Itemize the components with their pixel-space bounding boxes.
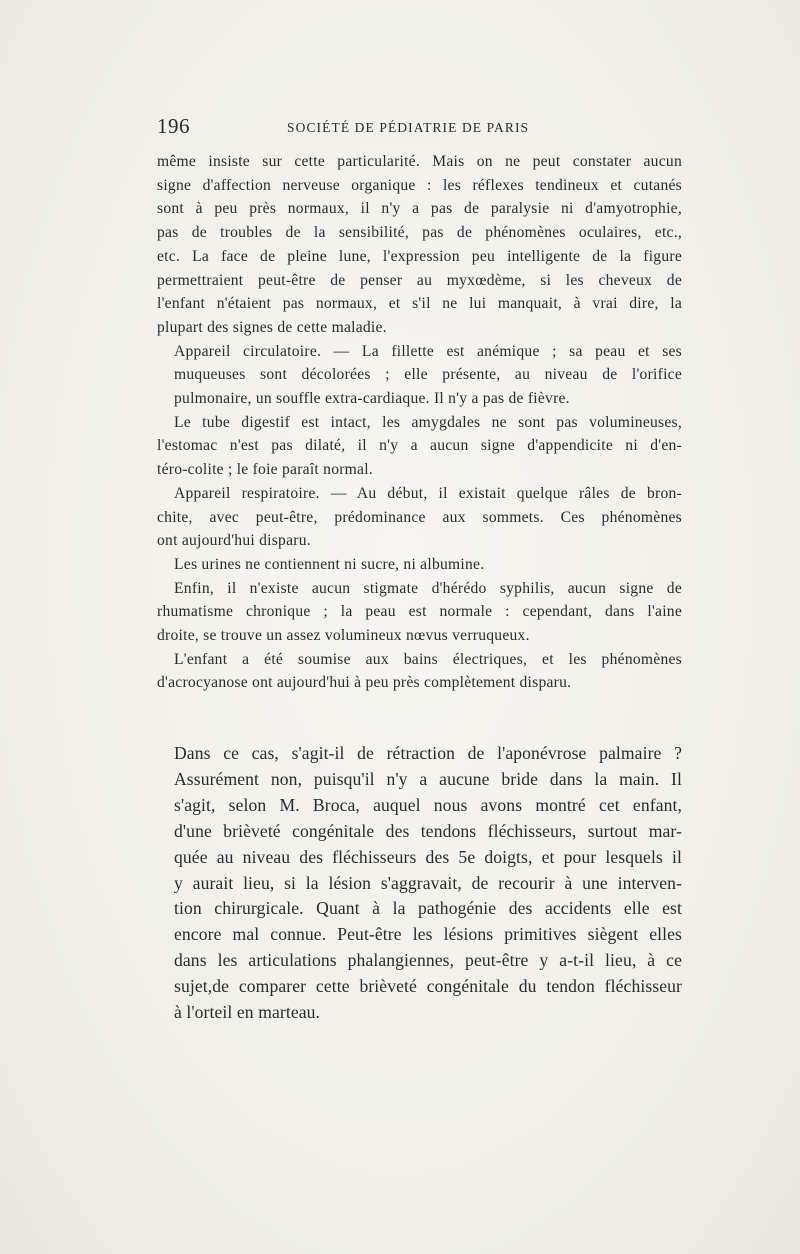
text-line: sujet,de comparer cette brièveté congénitale du tendon fléchisseur — [174, 976, 682, 997]
text-line: Assurément non, puisqu'il n'y a aucune bride dans la main. Il — [174, 768, 682, 789]
text-line: Le tube digestif est intact, les amygdales ne sont pas volumineuses, — [174, 413, 682, 431]
running-head: SOCIÉTÉ DE PÉDIATRIE DE PARIS — [287, 120, 530, 135]
discussion-body — [157, 741, 682, 1026]
text-line: Dans ce cas, s'agit-il de rétraction de l'aponévrose palmaire ? — [174, 743, 682, 763]
text-line: plupart des signes de cette maladie. — [157, 318, 387, 336]
text-line: sont à peu près normaux, il n'y a pas de paralysie ni d'amyotrophie, — [157, 200, 682, 218]
text-line: d'une brièveté congénitale des tendons fléchisseurs, surtout mar- — [174, 820, 682, 841]
paragraph-bains-electriques — [157, 648, 682, 695]
paragraph — [157, 150, 682, 340]
paragraph-stigmates — [157, 577, 682, 648]
text-line: pulmonaire, un souffle extra-cardiaque. Il n'y a pas de fièvre. — [174, 390, 570, 408]
text-line: quée au niveau des fléchisseurs des 5e doigts, et pour lesquels il — [174, 846, 682, 867]
text-line: l'enfant n'étaient pas normaux, et s'il ne lui manquait, à vrai dire, la — [157, 295, 682, 313]
paragraph-discussion — [157, 741, 682, 1026]
text-line: rhumatisme chronique ; la peau est normale : cependant, dans l'aine — [157, 603, 682, 621]
text-line: muqueuses sont décolorées ; elle présente, au niveau de l'orifice — [174, 366, 682, 384]
paragraph-appareil-respiratoire — [157, 482, 682, 553]
text-line: dans les articulations phalangiennes, peut-être y a-t-il lieu, à ce — [174, 950, 682, 971]
text-line: ont aujourd'hui disparu. — [157, 532, 311, 550]
text-line: Appareil circulatoire. — La fillette est anémique ; sa peau et ses — [174, 342, 682, 360]
case-report-body — [157, 150, 682, 695]
text-line: l'estomac n'est pas dilaté, il n'y a aucun signe d'appendicite ni d'en- — [157, 437, 682, 455]
page-header — [157, 114, 682, 142]
text-line: y aurait lieu, si la lésion s'aggravait, de recourir à une interven- — [174, 872, 682, 893]
text-line: encore mal connue. Peut-être les lésions primitives siègent elles — [174, 924, 682, 945]
text-line: Enfin, il n'existe aucun stigmate d'hérédo syphilis, aucun signe de — [174, 579, 682, 597]
text-line: droite, se trouve un assez volumineux nœvus verruqueux. — [157, 627, 530, 645]
text-line: pas de troubles de la sensibilité, pas de phénomènes oculaires, etc., — [157, 224, 682, 242]
text-line: signe d'affection nerveuse organique : les réflexes tendineux et cutanés — [157, 176, 682, 194]
text-line: Les urines ne contiennent ni sucre, ni albumine. — [174, 555, 485, 573]
text-line: etc. La face de pleine lune, l'expression peu intelligente de la figure — [157, 247, 682, 265]
text-line: tion chirurgicale. Quant à la pathogénie des accidents elle est — [174, 898, 682, 919]
text-line: chite, avec peut-être, prédominance aux sommets. Ces phénomènes — [157, 508, 682, 526]
text-line: s'agit, selon M. Broca, auquel nous avons montré cet enfant, — [174, 794, 682, 815]
text-line: permettraient peut-être de penser au myxœdème, si les cheveux de — [157, 271, 682, 289]
paragraph-tube-digestif — [157, 411, 682, 482]
text-line: d'acrocyanose ont aujourd'hui à peu près complètement disparu. — [157, 674, 572, 692]
paragraph-urines — [157, 553, 682, 577]
text-line: Appareil respiratoire. — Au début, il existait quelque râles de bron- — [174, 484, 682, 502]
text-line: L'enfant a été soumise aux bains électriques, et les phénomènes — [174, 650, 682, 668]
text-line: téro-colite ; le foie paraît normal. — [157, 461, 373, 479]
page-number: 196 — [157, 114, 190, 138]
text-line: même insiste sur cette particularité. Mais on ne peut constater aucun — [157, 153, 682, 170]
text-line: à l'orteil en marteau. — [174, 1002, 321, 1023]
paragraph-appareil-circulatoire — [157, 340, 682, 411]
